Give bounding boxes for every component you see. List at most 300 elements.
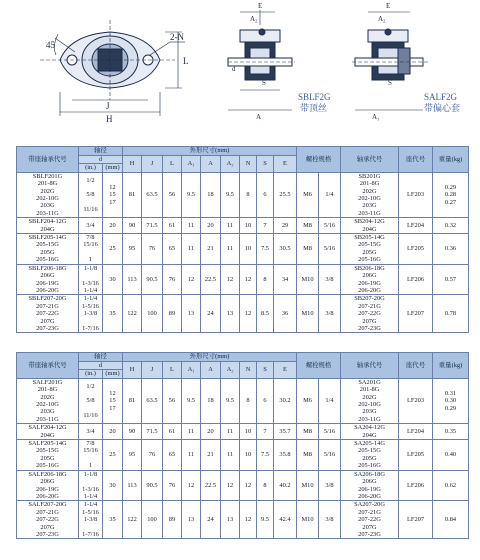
bearing-code-cell-line: 206-20G (36, 286, 59, 294)
bearing-code-cell-line: 207G (40, 523, 55, 531)
dim-j-cell: 100 (142, 501, 163, 539)
weight-cell-line: 0.31 (444, 389, 457, 397)
bolt-metric-cell: M8 (297, 440, 319, 471)
shaft-inch-cell-line: 5/8 (86, 191, 95, 199)
insert-code-cell-line: 207-22G (358, 516, 381, 524)
insert-code-cell (341, 172, 399, 217)
hdr-col-j: J (142, 156, 163, 173)
dim-s-cell: 7.5 (257, 440, 274, 471)
insert-code-cell-line: 207-21G (358, 302, 381, 310)
hdr-housing: 座代号 (399, 353, 433, 379)
insert-code-cell-line: 206-19G (358, 279, 381, 287)
dim-j-cell: 71.5 (142, 218, 163, 234)
bearing-code-cell-line: 206-19G (36, 485, 59, 493)
hdr-bolt: 螺栓规格 (297, 353, 341, 379)
bearing-code-cell-line: SBLF201G (32, 172, 63, 180)
shaft-inch-cell-line (80, 478, 101, 485)
hdr-insert: 轴承代号 (341, 147, 399, 173)
dim-a2-cell: 11 (221, 424, 240, 440)
hdr-inch: (in.) (79, 370, 103, 378)
shaft-mm-cell-line: 12 (109, 389, 116, 397)
shaft-mm-cell (103, 440, 123, 471)
dim-h-label: H (106, 114, 113, 124)
dim-a1-cell: 11 (182, 424, 201, 440)
shaft-inch-cell (79, 295, 103, 333)
sblf-caption: 带顶丝 (300, 103, 328, 113)
dim-n-cell: 12 (240, 264, 257, 295)
hdr-col-l: L (163, 362, 182, 379)
bearing-code-cell-line: 202-10G (36, 195, 59, 203)
insert-code-cell-line: 205G (362, 454, 377, 462)
shaft-inch-cell-line: 7/8 (86, 234, 95, 242)
shaft-mm-cell-line: 30 (109, 481, 116, 489)
weight-cell (433, 424, 469, 440)
shaft-inch-cell (79, 218, 103, 234)
insert-code-cell (341, 218, 399, 234)
housing-code-cell: LF203 (399, 172, 433, 217)
shaft-mm-cell-line: 17 (109, 198, 116, 206)
dim-n-cell: 8 (240, 172, 257, 217)
dim-a-label-sblf: A (256, 113, 262, 121)
shaft-inch-cell-line: 7/8 (86, 440, 95, 448)
insert-code-cell (341, 378, 399, 423)
shaft-inch-cell-line (80, 199, 101, 206)
shaft-mm-cell (103, 295, 123, 333)
bolt-metric-cell: M8 (297, 234, 319, 265)
shaft-inch-cell-line: 11/16 (83, 206, 98, 214)
shaft-inch-cell-line: 3/4 (86, 221, 95, 229)
dim-a1-label-salf: A₁ (372, 113, 380, 121)
dim-e-cell: 29 (274, 218, 297, 234)
dim-e-label-salf: E (386, 2, 391, 10)
bearing-code-cell-line: 205G (40, 248, 55, 256)
dim-a2-cell: 11 (221, 218, 240, 234)
dim-a2-cell: 12 (221, 264, 240, 295)
bolt-metric-cell: M6 (297, 378, 319, 423)
dim-l-cell: 65 (163, 440, 182, 471)
insert-code-cell-line: 202G (362, 393, 377, 401)
hdr-col-s: S (257, 362, 274, 379)
bearing-code-cell-line: 207-23G (36, 530, 59, 538)
dim-l-label: L (183, 56, 189, 66)
bearing-code-cell (17, 440, 79, 471)
bearing-code-cell (17, 470, 79, 501)
hdr-bearing-code: 带座轴承代号 (17, 147, 79, 173)
table-row (17, 218, 469, 234)
insert-code-cell (341, 424, 399, 440)
table-row (17, 234, 469, 265)
sblf-model-label: SBLF2G (298, 92, 331, 102)
housing-code-cell: LF206 (399, 470, 433, 501)
shaft-mm-cell-line: 12 (109, 183, 116, 191)
table-row (17, 172, 469, 217)
weight-cell-line: 0.36 (444, 245, 457, 253)
bolt-metric-cell: M10 (297, 470, 319, 501)
hdr-mm: (mm) (103, 370, 123, 378)
dim-e-cell: 36 (274, 295, 297, 333)
insert-code-cell-line: SA207-20G (354, 501, 385, 509)
bearing-code-cell-line: 205-16G (36, 256, 59, 264)
dim-j-cell: 100 (142, 295, 163, 333)
housing-code-cell: LF207 (399, 501, 433, 539)
insert-code-cell-line: 206G (362, 478, 377, 486)
bearing-code-cell-line: 202-10G (36, 401, 59, 409)
insert-code-cell-line: 205-16G (358, 256, 381, 264)
dim-a-cell: 22.5 (201, 264, 221, 295)
insert-code-cell-line: 201-8G (359, 386, 380, 394)
bearing-code-cell-line: 203G (40, 408, 55, 416)
dim-a-cell: 18 (201, 172, 221, 217)
dim-a1-cell: 9.5 (182, 172, 201, 217)
bearing-code-cell-line: 207-22G (36, 516, 59, 524)
dim-l-cell: 65 (163, 234, 182, 265)
shaft-inch-cell-line: 1 (88, 462, 93, 470)
dim-j-cell: 76 (142, 234, 163, 265)
table-row (17, 264, 469, 295)
housing-code-cell: LF203 (399, 378, 433, 423)
bolt-metric-cell: M6 (297, 172, 319, 217)
dim-s-label-salf: S (388, 79, 392, 87)
insert-code-cell-line: SB201G (358, 172, 381, 180)
insert-code-cell-line: 206-20G (358, 492, 381, 500)
weight-cell (433, 295, 469, 333)
hdr-col-a2: A₂ (221, 362, 240, 379)
dim-a2-label-sblf: A₂ (250, 15, 258, 23)
shaft-inch-cell-line: 1-1/4 (83, 501, 98, 509)
shaft-mm-cell (103, 264, 123, 295)
bearing-code-cell-line: 204G (40, 431, 55, 439)
bolt-metric-cell: M8 (297, 424, 319, 440)
bearing-code-cell-line: 203G (40, 202, 55, 210)
shaft-inch-cell (79, 424, 103, 440)
insert-code-cell-line: SB206-18G (354, 264, 385, 272)
insert-code-cell-line: 203G (362, 408, 377, 416)
dim-h-cell: 81 (123, 172, 142, 217)
bearing-code-cell (17, 172, 79, 217)
shaft-inch-cell-line: 1-1/8 (83, 264, 98, 272)
bearing-code-cell-line: 203-11G (36, 209, 59, 217)
dim-a1-cell: 13 (182, 295, 201, 333)
housing-code-cell: LF205 (399, 234, 433, 265)
shaft-inch-cell-line: 1-5/16 (82, 302, 99, 310)
dim-s-cell: 7 (257, 218, 274, 234)
dim-a1-cell: 11 (182, 440, 201, 471)
weight-cell (433, 172, 469, 217)
weight-cell-line: 0.27 (444, 198, 457, 206)
insert-code-cell (341, 440, 399, 471)
dim-a1-cell: 12 (182, 470, 201, 501)
technical-drawings (0, 0, 480, 140)
dim-l-cell: 61 (163, 218, 182, 234)
hdr-col-l: L (163, 156, 182, 173)
dim-a-cell: 21 (201, 234, 221, 265)
dim-l-cell: 76 (163, 470, 182, 501)
hdr-d: d (79, 156, 123, 164)
dim-a2-cell: 11 (221, 440, 240, 471)
dim-a-cell: 22.5 (201, 470, 221, 501)
dim-l-cell: 89 (163, 295, 182, 333)
dim-j-cell: 90.5 (142, 264, 163, 295)
dim-a1-cell: 9.5 (182, 378, 201, 423)
dim-h-cell: 122 (123, 295, 142, 333)
shaft-mm-cell (103, 218, 123, 234)
hdr-mm: (mm) (103, 164, 123, 172)
shaft-inch-cell-line: 1-3/16 (82, 279, 99, 287)
bearing-code-cell-line: 207-21G (36, 302, 59, 310)
shaft-mm-cell-line: 20 (109, 427, 116, 435)
dim-l-cell: 61 (163, 424, 182, 440)
hdr-col-a1: A₁ (182, 156, 201, 173)
shaft-mm-cell (103, 172, 123, 217)
hdr-weight: 重量(kg) (433, 147, 469, 173)
weight-cell (433, 218, 469, 234)
insert-code-cell-line: 206-19G (358, 485, 381, 493)
bearing-code-cell-line: 206G (40, 272, 55, 280)
shaft-inch-cell (79, 234, 103, 265)
bolt-metric-cell: M10 (297, 295, 319, 333)
bearing-code-cell (17, 378, 79, 423)
bearing-code-cell-line: 202G (40, 393, 55, 401)
dim-h-cell: 90 (123, 218, 142, 234)
table-row (17, 295, 469, 333)
insert-code-cell-line: SA205-14G (354, 440, 385, 448)
bearing-code-cell-line: 201-8G (37, 386, 58, 394)
insert-code-cell (341, 234, 399, 265)
shaft-mm-cell-line: 15 (109, 191, 116, 199)
weight-cell (433, 264, 469, 295)
shaft-inch-cell (79, 470, 103, 501)
shaft-inch-cell-line (80, 524, 101, 531)
weight-cell (433, 501, 469, 539)
insert-code-cell-line: 202-10G (358, 195, 381, 203)
insert-code-cell-line: 207-23G (358, 530, 381, 538)
hdr-bearing-code: 带座轴承代号 (17, 353, 79, 379)
dim-j-cell: 71.5 (142, 424, 163, 440)
shaft-mm-cell-line: 25 (109, 451, 116, 459)
shaft-inch-cell-line: 1/2 (86, 176, 95, 184)
shaft-inch-cell-line: 1-5/16 (82, 508, 99, 516)
hdr-housing: 座代号 (399, 147, 433, 173)
table-row (17, 378, 469, 423)
shaft-mm-cell-line: 35 (109, 516, 116, 524)
hdr-col-j: J (142, 362, 163, 379)
dim-a-cell: 21 (201, 440, 221, 471)
insert-code-cell-line: 205-15G (358, 447, 381, 455)
dim-e-cell: 30.2 (274, 378, 297, 423)
dim-n-cell: 12 (240, 501, 257, 539)
shaft-inch-cell-line: 1-1/4 (83, 286, 98, 294)
shaft-mm-cell (103, 378, 123, 423)
shaft-inch-cell (79, 378, 103, 423)
hdr-col-s: S (257, 156, 274, 173)
dim-n-cell: 10 (240, 218, 257, 234)
bearing-code-cell-line: SBLF206-18G (28, 264, 67, 272)
dim-s-cell: 6 (257, 378, 274, 423)
hdr-col-n: N (240, 156, 257, 173)
bearing-code-cell-line: SALF205-14G (28, 440, 67, 448)
bearing-code-cell-line: SALF204-12G (28, 424, 67, 432)
dim-e-cell: 34 (274, 264, 297, 295)
insert-code-cell-line: SB205-14G (354, 234, 385, 242)
shaft-mm-cell (103, 501, 123, 539)
dim-s-label-sblf: S (262, 79, 266, 87)
insert-code-cell-line: 207G (362, 523, 377, 531)
dim-l-cell: 89 (163, 501, 182, 539)
shaft-mm-cell-line: 30 (109, 275, 116, 283)
insert-code-cell-line: 203-11G (358, 209, 381, 217)
dim-l-cell: 56 (163, 172, 182, 217)
dim-h-cell: 90 (123, 424, 142, 440)
dim-a1-cell: 11 (182, 234, 201, 265)
insert-code-cell-line: 204G (362, 431, 377, 439)
hdr-outer-dims: 外形尺寸(mm) (123, 353, 297, 362)
weight-cell (433, 234, 469, 265)
bolt-metric-cell: M10 (297, 501, 319, 539)
bolt-inch-cell: 5/16 (319, 440, 341, 471)
hdr-outer-dims: 外形尺寸(mm) (123, 147, 297, 156)
dim-e-cell: 42.4 (274, 501, 297, 539)
housing-code-cell: LF204 (399, 218, 433, 234)
dim-n-cell: 12 (240, 295, 257, 333)
bearing-code-cell-line: 205G (40, 454, 55, 462)
weight-cell (433, 470, 469, 501)
weight-cell-line: 0.32 (444, 221, 457, 229)
bearing-code-cell (17, 264, 79, 295)
dim-l-cell: 76 (163, 264, 182, 295)
weight-cell-line: 0.28 (444, 191, 457, 199)
bearing-code-cell (17, 218, 79, 234)
shaft-inch-cell (79, 440, 103, 471)
angle-label: 45 (46, 40, 55, 50)
bolt-metric-cell: M8 (297, 218, 319, 234)
insert-code-cell-line: SA204-12G (354, 424, 385, 432)
dim-a-cell: 20 (201, 424, 221, 440)
bearing-code-cell-line: SALF206-18G (28, 470, 67, 478)
dim-a1-cell: 13 (182, 501, 201, 539)
insert-code-cell-line: 205-16G (358, 462, 381, 470)
bearing-code-cell-line: 206-20G (36, 492, 59, 500)
dim-e-label-sblf: E (258, 2, 263, 10)
hdr-inch: (in.) (79, 164, 103, 172)
dim-e-cell: 40.2 (274, 470, 297, 501)
insert-code-cell (341, 470, 399, 501)
dim-a2-cell: 12 (221, 470, 240, 501)
insert-code-cell-line: 207G (362, 317, 377, 325)
shaft-inch-cell-line: 15/16 (83, 241, 98, 249)
shaft-inch-cell-line: 1-1/8 (83, 470, 98, 478)
bolt-inch-cell: 5/16 (319, 218, 341, 234)
hdr-weight: 重量(kg) (433, 353, 469, 379)
bearing-code-cell-line: 205-15G (36, 447, 59, 455)
insert-code-cell-line: 203G (362, 202, 377, 210)
insert-code-cell-line: 204G (362, 225, 377, 233)
bearing-code-cell-line: 207-23G (36, 324, 59, 332)
dim-s-cell: 8.5 (257, 295, 274, 333)
hdr-col-h: H (123, 156, 142, 173)
dim-a2-cell: 13 (221, 501, 240, 539)
bearing-code-cell-line: 203-11G (36, 415, 59, 423)
bearing-code-cell (17, 424, 79, 440)
dim-a2-cell: 11 (221, 234, 240, 265)
dim-j-label: J (106, 101, 110, 111)
salf-caption: 带偏心套 (424, 103, 461, 113)
dim-a-cell: 18 (201, 378, 221, 423)
shaft-inch-cell-line (80, 272, 101, 279)
insert-code-cell-line: SA206-18G (354, 470, 385, 478)
dim-n-cell: 12 (240, 470, 257, 501)
dim-a2-label-salf: A₂ (378, 15, 386, 23)
hdr-shaft: 轴径 (79, 353, 123, 362)
dim-n-cell: 10 (240, 234, 257, 265)
insert-code-cell-line: 207-22G (358, 310, 381, 318)
bearing-code-cell-line: SBLF205-14G (28, 234, 67, 242)
bolt-inch-cell: 3/8 (319, 295, 341, 333)
dim-s-cell: 6 (257, 172, 274, 217)
insert-code-cell-line: SA201G (358, 378, 381, 386)
bearing-code-cell-line: 207-21G (36, 508, 59, 516)
shaft-inch-cell-line: 15/16 (83, 447, 98, 455)
shaft-inch-cell-line: 1-1/4 (83, 295, 98, 303)
bolt-inch-cell: 5/16 (319, 424, 341, 440)
weight-cell-line: 0.57 (444, 275, 457, 283)
shaft-mm-cell-line: 17 (109, 404, 116, 412)
dim-j-cell: 63.5 (142, 172, 163, 217)
bearing-code-cell (17, 295, 79, 333)
bearing-code-cell-line: 207G (40, 317, 55, 325)
dim-h-cell: 122 (123, 501, 142, 539)
hdr-bolt: 螺栓规格 (297, 147, 341, 173)
shaft-inch-cell-line: 1/2 (86, 382, 95, 390)
dim-d-label-sblf: d (232, 65, 236, 73)
bearing-code-cell-line: 204G (40, 225, 55, 233)
bearing-code-cell-line: 207-22G (36, 310, 59, 318)
drawing-svg (0, 0, 480, 140)
bearing-code-cell-line: SALF207-20G (28, 501, 67, 509)
shaft-inch-cell-line: 1-3/8 (83, 516, 98, 524)
insert-code-cell-line: 202-10G (358, 401, 381, 409)
dim-h-cell: 95 (123, 234, 142, 265)
shaft-inch-cell-line: 11/16 (83, 412, 98, 420)
bearing-code-cell-line: 206G (40, 478, 55, 486)
salf-model-label: SALF2G (424, 92, 458, 102)
shaft-inch-cell-line (80, 249, 101, 256)
insert-code-cell-line: 203-11G (358, 415, 381, 423)
housing-code-cell: LF206 (399, 264, 433, 295)
shaft-inch-cell-line (80, 318, 101, 325)
housing-code-cell: LF207 (399, 295, 433, 333)
hdr-col-e: E (274, 156, 297, 173)
weight-cell (433, 440, 469, 471)
table-row (17, 470, 469, 501)
dim-a-cell: 24 (201, 501, 221, 539)
dim-s-cell: 8 (257, 470, 274, 501)
dim-s-cell: 9.5 (257, 501, 274, 539)
bearing-code-cell-line: 206-19G (36, 279, 59, 287)
hdr-col-a: A (201, 156, 221, 173)
dim-n-cell: 10 (240, 440, 257, 471)
insert-code-cell-line: SB204-12G (354, 218, 385, 226)
shaft-inch-cell-line: 1-1/4 (83, 492, 98, 500)
shaft-inch-cell-line (80, 390, 101, 397)
shaft-mm-cell-line: 25 (109, 245, 116, 253)
dim-l-cell: 56 (163, 378, 182, 423)
insert-code-cell (341, 295, 399, 333)
shaft-mm-cell-line: 15 (109, 397, 116, 405)
dim-a2-cell: 13 (221, 295, 240, 333)
insert-code-cell-line: 205G (362, 248, 377, 256)
dim-a2-cell: 9.5 (221, 172, 240, 217)
dim-s-cell: 8 (257, 264, 274, 295)
